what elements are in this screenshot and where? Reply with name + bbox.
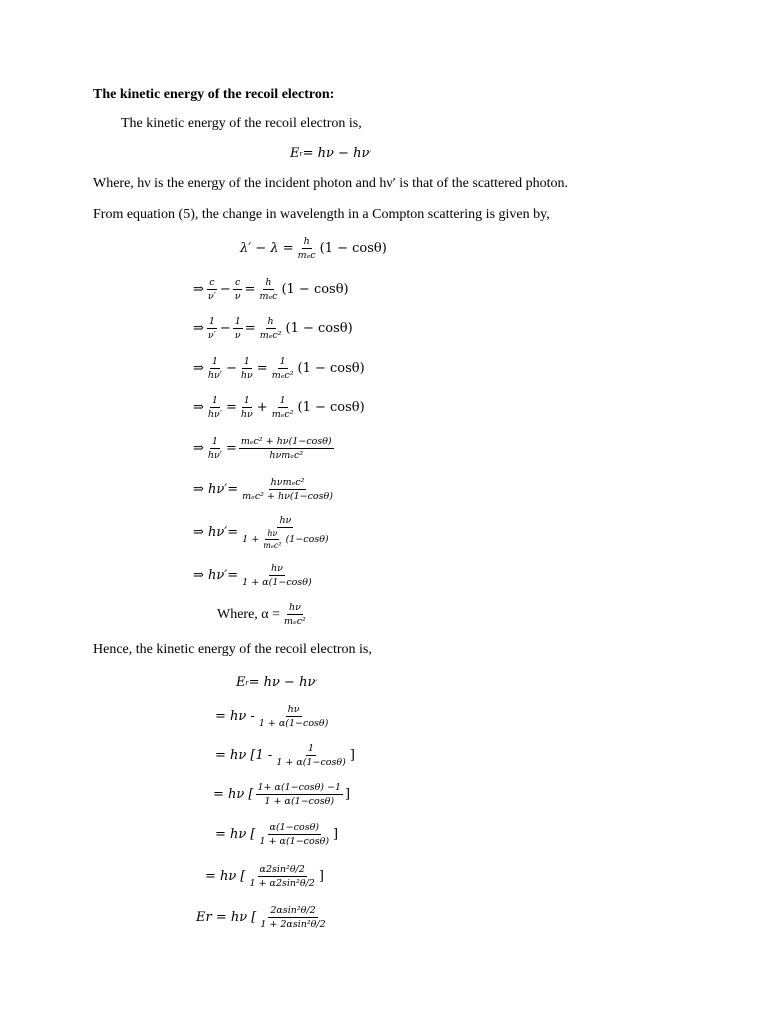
- eq2-frac-c: [257, 277, 279, 302]
- eq1-den: mₑc: [297, 250, 316, 261]
- eq8-inner-num: hν: [267, 529, 278, 538]
- eq4-num: 1: [279, 356, 286, 367]
- eq2-num: h: [265, 277, 272, 288]
- eq6-equals: =: [225, 441, 237, 456]
- eq4-b-den: hν: [240, 370, 253, 381]
- k3-lhs: = hν [1 -: [215, 748, 273, 763]
- eq5-tail: (1 − cosθ): [297, 400, 365, 415]
- eq8-inner-den: mₑc²: [263, 541, 282, 550]
- eq4-frac-c: [270, 356, 296, 381]
- eq2-frac-a: [206, 277, 218, 302]
- k4-num: 1+ α(1−cosθ) −1: [257, 782, 342, 793]
- k4-den: 1 + α(1−cosθ): [264, 796, 335, 807]
- eq9-den: 1 + α(1−cosθ): [242, 577, 312, 588]
- eq5-equals: =: [225, 400, 237, 415]
- ke-line-2: [215, 704, 332, 729]
- eq2-a-den: ν′: [207, 291, 216, 302]
- symbol-E: E: [290, 146, 300, 161]
- equation-step-3: [193, 316, 353, 341]
- eq3-frac-a: [206, 316, 218, 341]
- alpha-lhs: Where, α =: [217, 606, 281, 622]
- k3-num: 1: [308, 743, 315, 754]
- eq6-frac-a: [206, 436, 224, 461]
- eq2-den: mₑc: [259, 291, 278, 302]
- k6-num: α2sin²θ/2: [259, 864, 305, 875]
- k6-fraction: [248, 864, 317, 889]
- eq5-num: 1: [279, 395, 286, 406]
- k1-rhs: = hν − hν: [248, 675, 316, 690]
- eq4-equals: =: [256, 361, 268, 376]
- k7-den: 1 + 2αsin²θ/2: [260, 919, 326, 930]
- k3-tail: ]: [349, 748, 355, 763]
- k1-subscript-r: r: [245, 678, 249, 687]
- eq3-b-num: 1: [234, 316, 241, 327]
- equation-step-8: [193, 515, 333, 550]
- equation-step-4: [193, 356, 365, 381]
- k1-symbol-E: E: [236, 675, 246, 690]
- k4-tail: ]: [345, 787, 351, 802]
- k5-num: α(1−cosθ): [269, 822, 319, 833]
- k5-lhs: = hν [: [215, 827, 256, 842]
- eq5-plus: +: [256, 400, 268, 415]
- k6-tail: ]: [318, 869, 324, 884]
- eq8-lhs: ⇒ hν′=: [193, 525, 239, 540]
- eq4-frac-b: [239, 356, 255, 381]
- k3-den: 1 + α(1−cosθ): [276, 757, 346, 768]
- eq3-a-den: ν′: [207, 330, 216, 341]
- eq9-num: hν: [270, 563, 283, 574]
- k1-prime: ′: [315, 678, 318, 687]
- eq3-num: h: [267, 316, 274, 327]
- section-heading: The kinetic energy of the recoil electron:: [93, 87, 335, 102]
- eq5-b-num: 1: [243, 395, 250, 406]
- eq4-a-den: hν′: [207, 370, 222, 381]
- prime-mark: ′: [369, 149, 372, 158]
- k5-fraction: [258, 822, 332, 847]
- k4-fraction: [256, 782, 344, 807]
- eq7-lhs: ⇒ hν′=: [193, 482, 239, 497]
- ke-line-6: [205, 864, 324, 889]
- from-equation-text: From equation (5), the change in wavelength in a Compton scattering is given by,: [93, 207, 550, 222]
- eq3-equals: =: [244, 321, 256, 336]
- eq2-b-den: ν: [234, 291, 241, 302]
- k6-den: 1 + α2sin²θ/2: [249, 878, 315, 889]
- subscript-r: r: [299, 149, 303, 158]
- eq5-den: mₑc²: [271, 409, 294, 420]
- eq4-frac-a: [206, 356, 224, 381]
- eq3-minus: −: [219, 321, 231, 336]
- eq2-a-num: c: [209, 277, 215, 288]
- k2-lhs: = hν -: [215, 709, 255, 724]
- alpha-fraction: [282, 602, 308, 627]
- eq5-frac-c: [270, 395, 296, 420]
- eq8-den: [240, 528, 330, 550]
- eq4-a-num: 1: [211, 356, 218, 367]
- eq2-b-num: c: [234, 277, 241, 288]
- k5-den: 1 + α(1−cosθ): [259, 836, 330, 847]
- equation-rhs: = hν − hν: [302, 146, 370, 161]
- k7-fraction: [258, 905, 327, 930]
- equation-step-7: [193, 477, 337, 502]
- k2-den: 1 + α(1−cosθ): [258, 718, 329, 729]
- equation-step-5: [193, 395, 365, 420]
- k5-tail: ]: [333, 827, 339, 842]
- eq9-fraction: [240, 563, 314, 588]
- eq1-lhs: λ′ − λ =: [240, 241, 294, 256]
- eq3-b-den: ν: [234, 330, 241, 341]
- eq2-arrow: ⇒: [193, 282, 204, 297]
- eq8-num: hν: [279, 515, 292, 526]
- eq2-equals: =: [244, 282, 256, 297]
- eq3-den: mₑc²: [259, 330, 282, 341]
- eq1-fraction: [296, 236, 318, 261]
- eq6-den: hνmₑc²: [269, 450, 304, 461]
- equation-step-2: [193, 277, 349, 302]
- eq3-frac-b: [233, 316, 243, 341]
- equation-kinetic-energy: [290, 146, 371, 161]
- alpha-definition: [217, 602, 310, 627]
- ke-line-3: [215, 743, 355, 768]
- equation-step-6: [193, 436, 336, 461]
- eq4-arrow: ⇒: [193, 361, 204, 376]
- k3-fraction: [274, 743, 348, 768]
- eq7-fraction: [240, 477, 335, 502]
- intro-text: The kinetic energy of the recoil electron is,: [121, 116, 362, 131]
- eq2-frac-b: [233, 277, 243, 302]
- eq5-a-num: 1: [211, 395, 218, 406]
- eq8-inner-fraction: [261, 529, 283, 550]
- eq3-a-num: 1: [208, 316, 215, 327]
- ke-line-5: [215, 822, 338, 847]
- alpha-num: hν: [289, 602, 301, 613]
- equation-step-9: [193, 563, 316, 588]
- eq2-minus: −: [219, 282, 231, 297]
- eq8-den-pre: 1 +: [242, 534, 260, 545]
- eq4-minus: −: [225, 361, 237, 376]
- eq4-b-num: 1: [243, 356, 250, 367]
- eq4-tail: (1 − cosθ): [297, 361, 365, 376]
- k2-fraction: [257, 704, 331, 729]
- eq5-frac-b: [239, 395, 255, 420]
- hence-text: Hence, the kinetic energy of the recoil electron is,: [93, 642, 372, 657]
- eq7-den: mₑc² + hν(1−cosθ): [242, 491, 333, 502]
- eq3-arrow: ⇒: [193, 321, 204, 336]
- eq5-a-den: hν′: [207, 409, 222, 420]
- eq3-frac-c: [258, 316, 284, 341]
- eq5-frac-a: [206, 395, 224, 420]
- k7-num: 2αsin²θ/2: [270, 905, 316, 916]
- eq5-b-den: hν: [240, 409, 253, 420]
- where-text: Where, hν is the energy of the incident photon and hν′ is that of the scattered photon.: [93, 176, 569, 191]
- k4-lhs: = hν [: [213, 787, 254, 802]
- k2-num: hν: [287, 704, 300, 715]
- eq6-arrow: ⇒: [193, 441, 204, 456]
- eq6-a-num: 1: [211, 436, 218, 447]
- ke-line-1: [236, 675, 317, 690]
- equation-wavelength-shift: [240, 236, 387, 261]
- eq6-frac-c: [239, 436, 334, 461]
- eq7-num: hνmₑc²: [270, 477, 305, 488]
- ke-line-4: [213, 782, 350, 807]
- eq4-den: mₑc²: [271, 370, 294, 381]
- eq5-arrow: ⇒: [193, 400, 204, 415]
- eq1-num: h: [303, 236, 310, 247]
- eq6-a-den: hν′: [207, 450, 222, 461]
- eq8-den-post: (1−cosθ): [285, 534, 329, 545]
- eq2-tail: (1 − cosθ): [281, 282, 349, 297]
- ke-line-7-final: [196, 905, 330, 930]
- eq8-fraction: [240, 515, 330, 550]
- eq1-tail: (1 − cosθ): [319, 241, 387, 256]
- k6-lhs: = hν [: [205, 869, 246, 884]
- eq3-tail: (1 − cosθ): [285, 321, 353, 336]
- alpha-den: mₑc²: [284, 616, 306, 627]
- k7-lhs: Er = hν [: [196, 910, 257, 925]
- eq9-lhs: ⇒ hν′=: [193, 568, 239, 583]
- eq6-num: mₑc² + hν(1−cosθ): [240, 436, 332, 447]
